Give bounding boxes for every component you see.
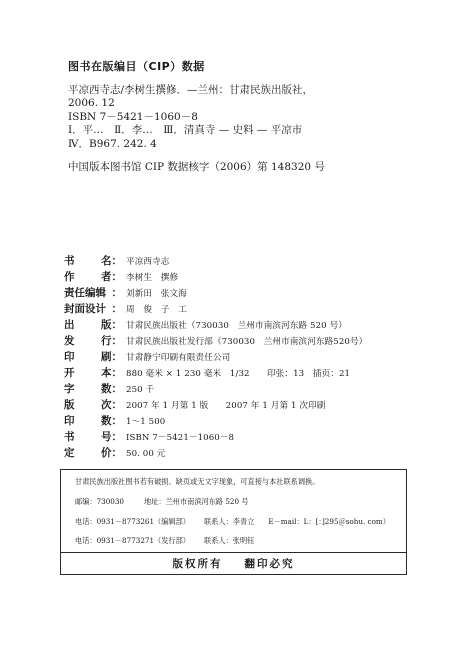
notice-box bbox=[60, 469, 407, 575]
info-label-part: 定 bbox=[64, 447, 75, 459]
info-row bbox=[64, 365, 414, 381]
editorial-contact: 联系人：李青立 bbox=[204, 517, 255, 526]
info-label bbox=[64, 381, 126, 396]
info-value: 甘肃民族出版社发行部（730030 兰州市南滨河东路520号） bbox=[126, 337, 368, 347]
info-value: 李树生 撰修 bbox=[126, 273, 179, 283]
info-label-part: 书 bbox=[64, 431, 75, 443]
info-label-part: 字 bbox=[64, 383, 75, 395]
info-label bbox=[64, 253, 126, 268]
info-value: 甘肃静宁印刷有限责任公司 bbox=[126, 353, 231, 363]
info-value: 50. 00 元 bbox=[126, 449, 166, 459]
info-label bbox=[64, 301, 126, 316]
info-row bbox=[64, 349, 414, 365]
cip-line-subjects: Ⅰ．平… Ⅱ．李… Ⅲ．清真寺 — 史料 — 平凉市 bbox=[68, 124, 303, 136]
info-label-part: ： bbox=[111, 287, 122, 299]
info-value: 250 千 bbox=[126, 385, 155, 395]
info-row bbox=[64, 317, 414, 333]
cip-line-classification: Ⅳ．B967. 242. 4 bbox=[68, 137, 157, 150]
info-label-part: 版： bbox=[101, 319, 122, 331]
info-row bbox=[64, 429, 414, 445]
info-label-part: 发 bbox=[64, 335, 75, 347]
info-label bbox=[64, 413, 126, 428]
info-label bbox=[64, 285, 126, 300]
notice-divider bbox=[61, 552, 406, 553]
info-row bbox=[64, 333, 414, 349]
info-label-part: 者： bbox=[101, 271, 122, 283]
info-value: 平凉西寺志 bbox=[126, 257, 170, 267]
info-label bbox=[64, 445, 126, 460]
info-label bbox=[64, 333, 126, 348]
cip-block bbox=[68, 60, 408, 175]
rights-no-reprint: 翻印必究 bbox=[244, 558, 295, 570]
info-value: 周 俊 子 工 bbox=[126, 305, 187, 315]
cip-verification: 中国版本图书馆 CIP 数据核字（2006）第 148320 号 bbox=[68, 161, 325, 173]
info-row bbox=[64, 413, 414, 429]
info-label bbox=[64, 429, 126, 444]
cip-line-date: 2006. 12 bbox=[68, 97, 115, 109]
info-row bbox=[64, 269, 414, 285]
info-row bbox=[64, 445, 414, 461]
copyright-info-table bbox=[64, 253, 414, 461]
editorial-email: E－mail：L：[：]295＠sohu. com） bbox=[268, 517, 390, 526]
editorial-phone: 电话：0931－8773261（编辑部） bbox=[75, 517, 190, 526]
info-label-part: 封面设计 bbox=[64, 303, 106, 315]
info-value: 刘新田 张文海 bbox=[126, 289, 187, 299]
info-label-part: 开 bbox=[64, 367, 75, 379]
distribution-phone: 电话：0931－8773271（发行部） bbox=[75, 536, 190, 545]
info-label bbox=[64, 269, 126, 284]
postcode: 邮编：730030 bbox=[75, 497, 125, 506]
cip-line-isbn: ISBN 7－5421－1060－8 bbox=[68, 110, 198, 123]
info-value: ISBN 7－5421－1060－8 bbox=[126, 433, 235, 443]
info-row bbox=[64, 285, 414, 301]
address: 地址：兰州市南滨河东路 520 号 bbox=[144, 497, 249, 506]
info-value: 甘肃民族出版社（730030 兰州市南滨河东路 520 号） bbox=[126, 321, 347, 331]
info-label-part: 刷： bbox=[101, 351, 122, 363]
cip-line-title-author: 平凉西寺志/李树生撰修．—兰州：甘肃民族出版社， bbox=[68, 83, 314, 96]
rights-reserved bbox=[61, 556, 406, 571]
info-label-part: 价： bbox=[101, 447, 122, 459]
info-label-part: 本： bbox=[101, 367, 122, 379]
info-row bbox=[64, 301, 414, 317]
info-value: 880 毫米 × 1 230 毫米 1/32 印张：13 插页：21 bbox=[126, 369, 351, 379]
info-label-part: 印 bbox=[64, 351, 75, 363]
info-label bbox=[64, 365, 126, 380]
info-row bbox=[64, 397, 414, 413]
rights-all-reserved: 版权所有 bbox=[172, 558, 223, 570]
info-row bbox=[64, 381, 414, 397]
cip-title: 图书在版编目（CIP）数据 bbox=[68, 60, 205, 73]
editorial-contact-line bbox=[75, 517, 390, 527]
info-label bbox=[64, 317, 126, 332]
info-label bbox=[64, 349, 126, 364]
info-label-part: 印 bbox=[64, 415, 75, 427]
distribution-contact-line bbox=[75, 536, 254, 546]
info-value: 2007 年 1 月第 1 版 2007 年 1 月第 1 次印刷 bbox=[126, 401, 326, 411]
info-label-part: 书 bbox=[64, 255, 75, 267]
info-label-part: 责任编辑 bbox=[64, 287, 106, 299]
exchange-notice: 甘肃民族出版社图书若有破损、缺页或无文字现象，可直接与本社联系调换。 bbox=[75, 477, 320, 486]
info-label-part: 数： bbox=[101, 383, 122, 395]
info-row bbox=[64, 253, 414, 269]
info-label-part: 行： bbox=[101, 335, 122, 347]
info-label-part: 数： bbox=[101, 415, 122, 427]
info-label bbox=[64, 397, 126, 412]
info-label-part: 出 bbox=[64, 319, 75, 331]
info-label-part: 名： bbox=[101, 255, 122, 267]
info-label-part: ： bbox=[111, 303, 122, 315]
info-label-part: 作 bbox=[64, 271, 75, 283]
address-line bbox=[75, 497, 249, 507]
distribution-contact: 联系人：张明钰 bbox=[204, 536, 255, 545]
info-label-part: 版 bbox=[64, 399, 75, 411]
info-label-part: 次： bbox=[101, 399, 122, 411]
info-value: 1～1 500 bbox=[126, 417, 166, 427]
info-label-part: 号： bbox=[101, 431, 122, 443]
